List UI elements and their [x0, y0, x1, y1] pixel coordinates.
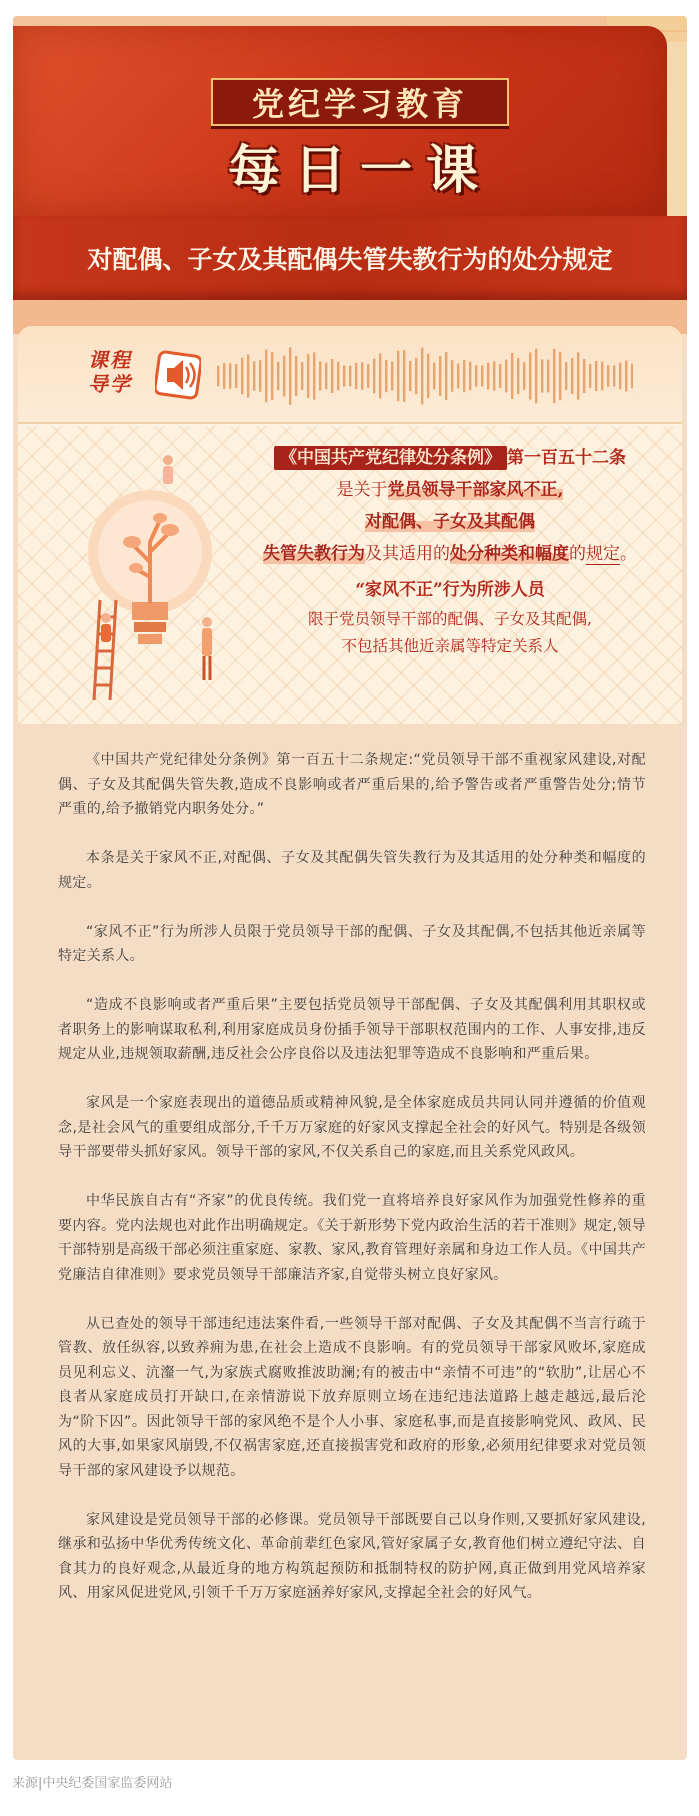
waveform-bar	[349, 366, 351, 387]
waveform-bar	[601, 362, 603, 391]
waveform-bar	[529, 352, 531, 399]
article-number: 第一百五十二条	[507, 448, 626, 468]
waveform-bar	[583, 359, 585, 393]
waveform-bar	[607, 365, 609, 387]
waveform-bar	[343, 365, 345, 386]
waveform-bar	[523, 362, 525, 389]
series-logo-top: 党纪学习教育	[211, 78, 509, 126]
source-credit	[12, 1772, 172, 1791]
series-logo-bottom: 每日一课	[227, 140, 492, 201]
title-band	[13, 216, 687, 300]
waveform-bar	[535, 349, 537, 404]
source-label: 来源	[12, 1776, 39, 1791]
waveform-bar	[271, 352, 273, 400]
waveform-bar	[565, 362, 567, 390]
waveform-bar	[451, 360, 453, 392]
header-banner	[13, 16, 687, 334]
waveform-bar	[367, 364, 369, 388]
underlined-text: 规定	[586, 544, 620, 564]
guide-header	[18, 326, 682, 424]
guide-text: 限于党员领导干部的配偶、子女及其配偶,	[308, 610, 592, 628]
article-paragraph: “家风不正”行为所涉人员限于党员领导干部的配偶、子女及其配偶,不包括其他近亲属等特定关系人。	[58, 923, 646, 964]
waveform-bar	[289, 347, 291, 405]
waveform-bar	[355, 363, 357, 389]
waveform-bar	[553, 349, 555, 404]
highlight-text: 对配偶、子女及其配偶	[365, 512, 535, 532]
lightbulb-illustration	[70, 442, 240, 712]
waveform-bar	[403, 350, 405, 402]
waveform-bar	[259, 360, 261, 392]
guide-line-4	[230, 538, 670, 570]
waveform-bar	[307, 354, 309, 398]
waveform-bar	[481, 366, 483, 387]
source-name[interactable]: 中央纪委国家监委网站	[42, 1776, 173, 1791]
waveform-bar	[439, 356, 441, 396]
waveform-bar	[247, 354, 249, 397]
highlight-text: 党员领导干部家风不正,	[387, 480, 564, 500]
waveform-bar	[427, 354, 429, 399]
article-body	[58, 748, 646, 1630]
waveform-bar	[319, 361, 321, 390]
article-paragraph: “造成不良影响或者严重后果”主要包括党员领导干部配偶、子女及其配偶利用其职权或者职务上的影响谋取私利,利用家庭成员身份插手领导干部职权范围内的工作、人事安排,违反规定从业,违规领取薪酬,违反社会公序良俗以及违法犯罪等造成不良影响和严重后果。	[58, 997, 646, 1062]
guide-body	[18, 426, 682, 724]
waveform-bar	[295, 356, 297, 396]
highlight-text: 处分种类和幅度	[450, 544, 569, 564]
waveform-bar	[499, 364, 501, 388]
waveform-bar	[571, 358, 573, 394]
waveform-bar	[595, 361, 597, 391]
waveform-bar	[517, 358, 519, 394]
guide-summary	[230, 442, 670, 660]
waveform-bar	[229, 363, 231, 389]
waveform-bar	[487, 363, 489, 390]
waveform-bar	[313, 352, 315, 399]
article-paragraph: 中华民族自古有“齐家”的优良传统。我们党一直将培养良好家风作为加强党性修养的重要内容。党内法规也对此作出明确规定。《关于新形势下党内政治生活的若干准则》规定,领导干部特别是高级干部必须注重家庭、家教、家风,教育管理好亲属和身边工作人员。《中国共产党廉洁自律准则》要求党员领导干部廉洁齐家,自觉带头树立良好家风。	[58, 1193, 646, 1283]
waveform-bar	[541, 359, 543, 392]
guide-line-1	[230, 442, 670, 474]
waveform-bar	[625, 361, 627, 392]
guide-line-5	[230, 574, 670, 606]
waveform-bar	[415, 358, 417, 394]
article-paragraph: 家风建设是党员领导干部的必修课。党员领导干部既要自己以身作则,又要抓好家风建设,继承和弘扬中华优秀传统文化、革命前辈红色家风,管好家属子女,教育他们树立遵纪守法、自食其力的良好观念,从最近身的地方构筑起预防和抵制特权的防护网,真正做到用党风培养家风、用家风促进党风,引领千千万万家庭涵养好家风,支撑起全社会的好风气。	[58, 1511, 646, 1601]
article-paragraph: 从已查处的领导干部违纪违法案件看,一些领导干部对配偶、子女及其配偶不当言行疏于管教、放任纵容,以致养痈为患,在社会上造成不良影响。有的党员领导干部家风败坏,家庭成员见利忘义、沆瀣一气,为家族式腐败推波助澜;有的被击中“亲情不可违”的“软肋”,让居心不良者从家庭成员打开缺口,在亲情游说下放弃原则立场在违纪违法道路上越走越远,最后沦为“阶下囚”。因此领导干部的家风绝不是个人小事、家庭私事,而是直接影响党风、政风、民风的大事,如果家风崩毁,不仅祸害家庭,还直接损害党和政府的形象,必须用纪律要求对党员领导干部的家风建设予以规范。	[58, 1315, 646, 1479]
course-guide-card	[18, 326, 682, 724]
page-title: 对配偶、子女及其配偶失管失教行为的处分规定	[87, 245, 613, 274]
waveform-bar	[241, 358, 243, 395]
guide-text: 是关于	[336, 480, 388, 500]
guide-subheading: “家风不正”行为所涉人员	[355, 580, 545, 600]
waveform-bar	[253, 361, 255, 390]
waveform-bar	[331, 359, 333, 393]
speaker-icon[interactable]	[155, 350, 201, 400]
waveform-bar	[301, 362, 303, 390]
guide-text: 不包括其他近亲属等特定关系人	[341, 637, 559, 655]
guide-text: 。	[620, 544, 637, 564]
audio-waveform	[213, 336, 633, 416]
waveform-bar	[283, 356, 285, 397]
waveform-bar	[457, 364, 459, 389]
guide-line-6	[230, 606, 670, 633]
guide-text: 的	[569, 544, 586, 564]
waveform-bar	[361, 362, 363, 389]
waveform-bar	[337, 362, 339, 390]
article-paragraph: 《中国共产党纪律处分条例》第一百五十二条规定:“党员领导干部不重视家风建设,对配偶、子女及其配偶失管失教,造成不良影响或者严重后果的,给予警告或者严重警告处分;情节严重的,给予撤销党内职务处分。”	[58, 752, 646, 817]
waveform-bar	[511, 353, 513, 399]
article-paragraph: 家风是一个家庭表现出的道德品质或精神风貌,是全体家庭成员共同认同并遵循的价值观念,是社会风气的重要组成部分,千千万万家庭的好家风支撑起全社会的好风气。特别是各级领导干部要带头抓好家风。领导干部的家风,不仅关系自己的家庭,而且关系党风政风。	[58, 1095, 646, 1160]
regulation-name-tag: 《中国共产党纪律处分条例》	[274, 446, 507, 470]
waveform-bar	[505, 360, 507, 393]
waveform-bar	[391, 361, 393, 390]
guide-label-line1: 课程	[88, 348, 132, 372]
waveform-bar	[475, 365, 477, 387]
guide-label-line2: 导学	[88, 372, 132, 396]
waveform-bar	[433, 362, 435, 389]
waveform-bar	[445, 352, 447, 400]
guide-line-7	[230, 633, 670, 660]
waveform-bar	[265, 350, 267, 403]
waveform-bar	[325, 363, 327, 389]
guide-text: 及其适用的	[365, 544, 450, 564]
waveform-bar	[469, 362, 471, 391]
waveform-bar	[409, 361, 411, 391]
waveform-bar	[373, 359, 375, 394]
guide-label	[88, 348, 142, 402]
highlight-text: 失管失教行为	[263, 544, 365, 564]
guide-line-3	[230, 506, 670, 538]
waveform-bar	[493, 361, 495, 390]
waveform-bar	[619, 363, 621, 390]
waveform-bar	[385, 360, 387, 392]
waveform-bar	[613, 366, 615, 387]
waveform-bar	[547, 360, 549, 393]
waveform-bar	[277, 362, 279, 390]
source-separator: |	[38, 1776, 43, 1791]
waveform-bar	[421, 348, 423, 405]
waveform-bar	[577, 352, 579, 399]
waveform-bar	[631, 364, 633, 389]
waveform-bar	[223, 363, 225, 389]
waveform-bar	[379, 353, 381, 398]
waveform-bar	[217, 366, 219, 386]
waveform-bar	[397, 351, 399, 401]
waveform-bar	[235, 364, 237, 388]
waveform-bar	[559, 352, 561, 400]
article-paragraph: 本条是关于家风不正,对配偶、子女及其配偶失管失教行为及其适用的处分种类和幅度的规定。	[58, 850, 646, 891]
waveform-bar	[589, 364, 591, 388]
waveform-bar	[463, 360, 465, 392]
guide-line-2	[230, 474, 670, 506]
